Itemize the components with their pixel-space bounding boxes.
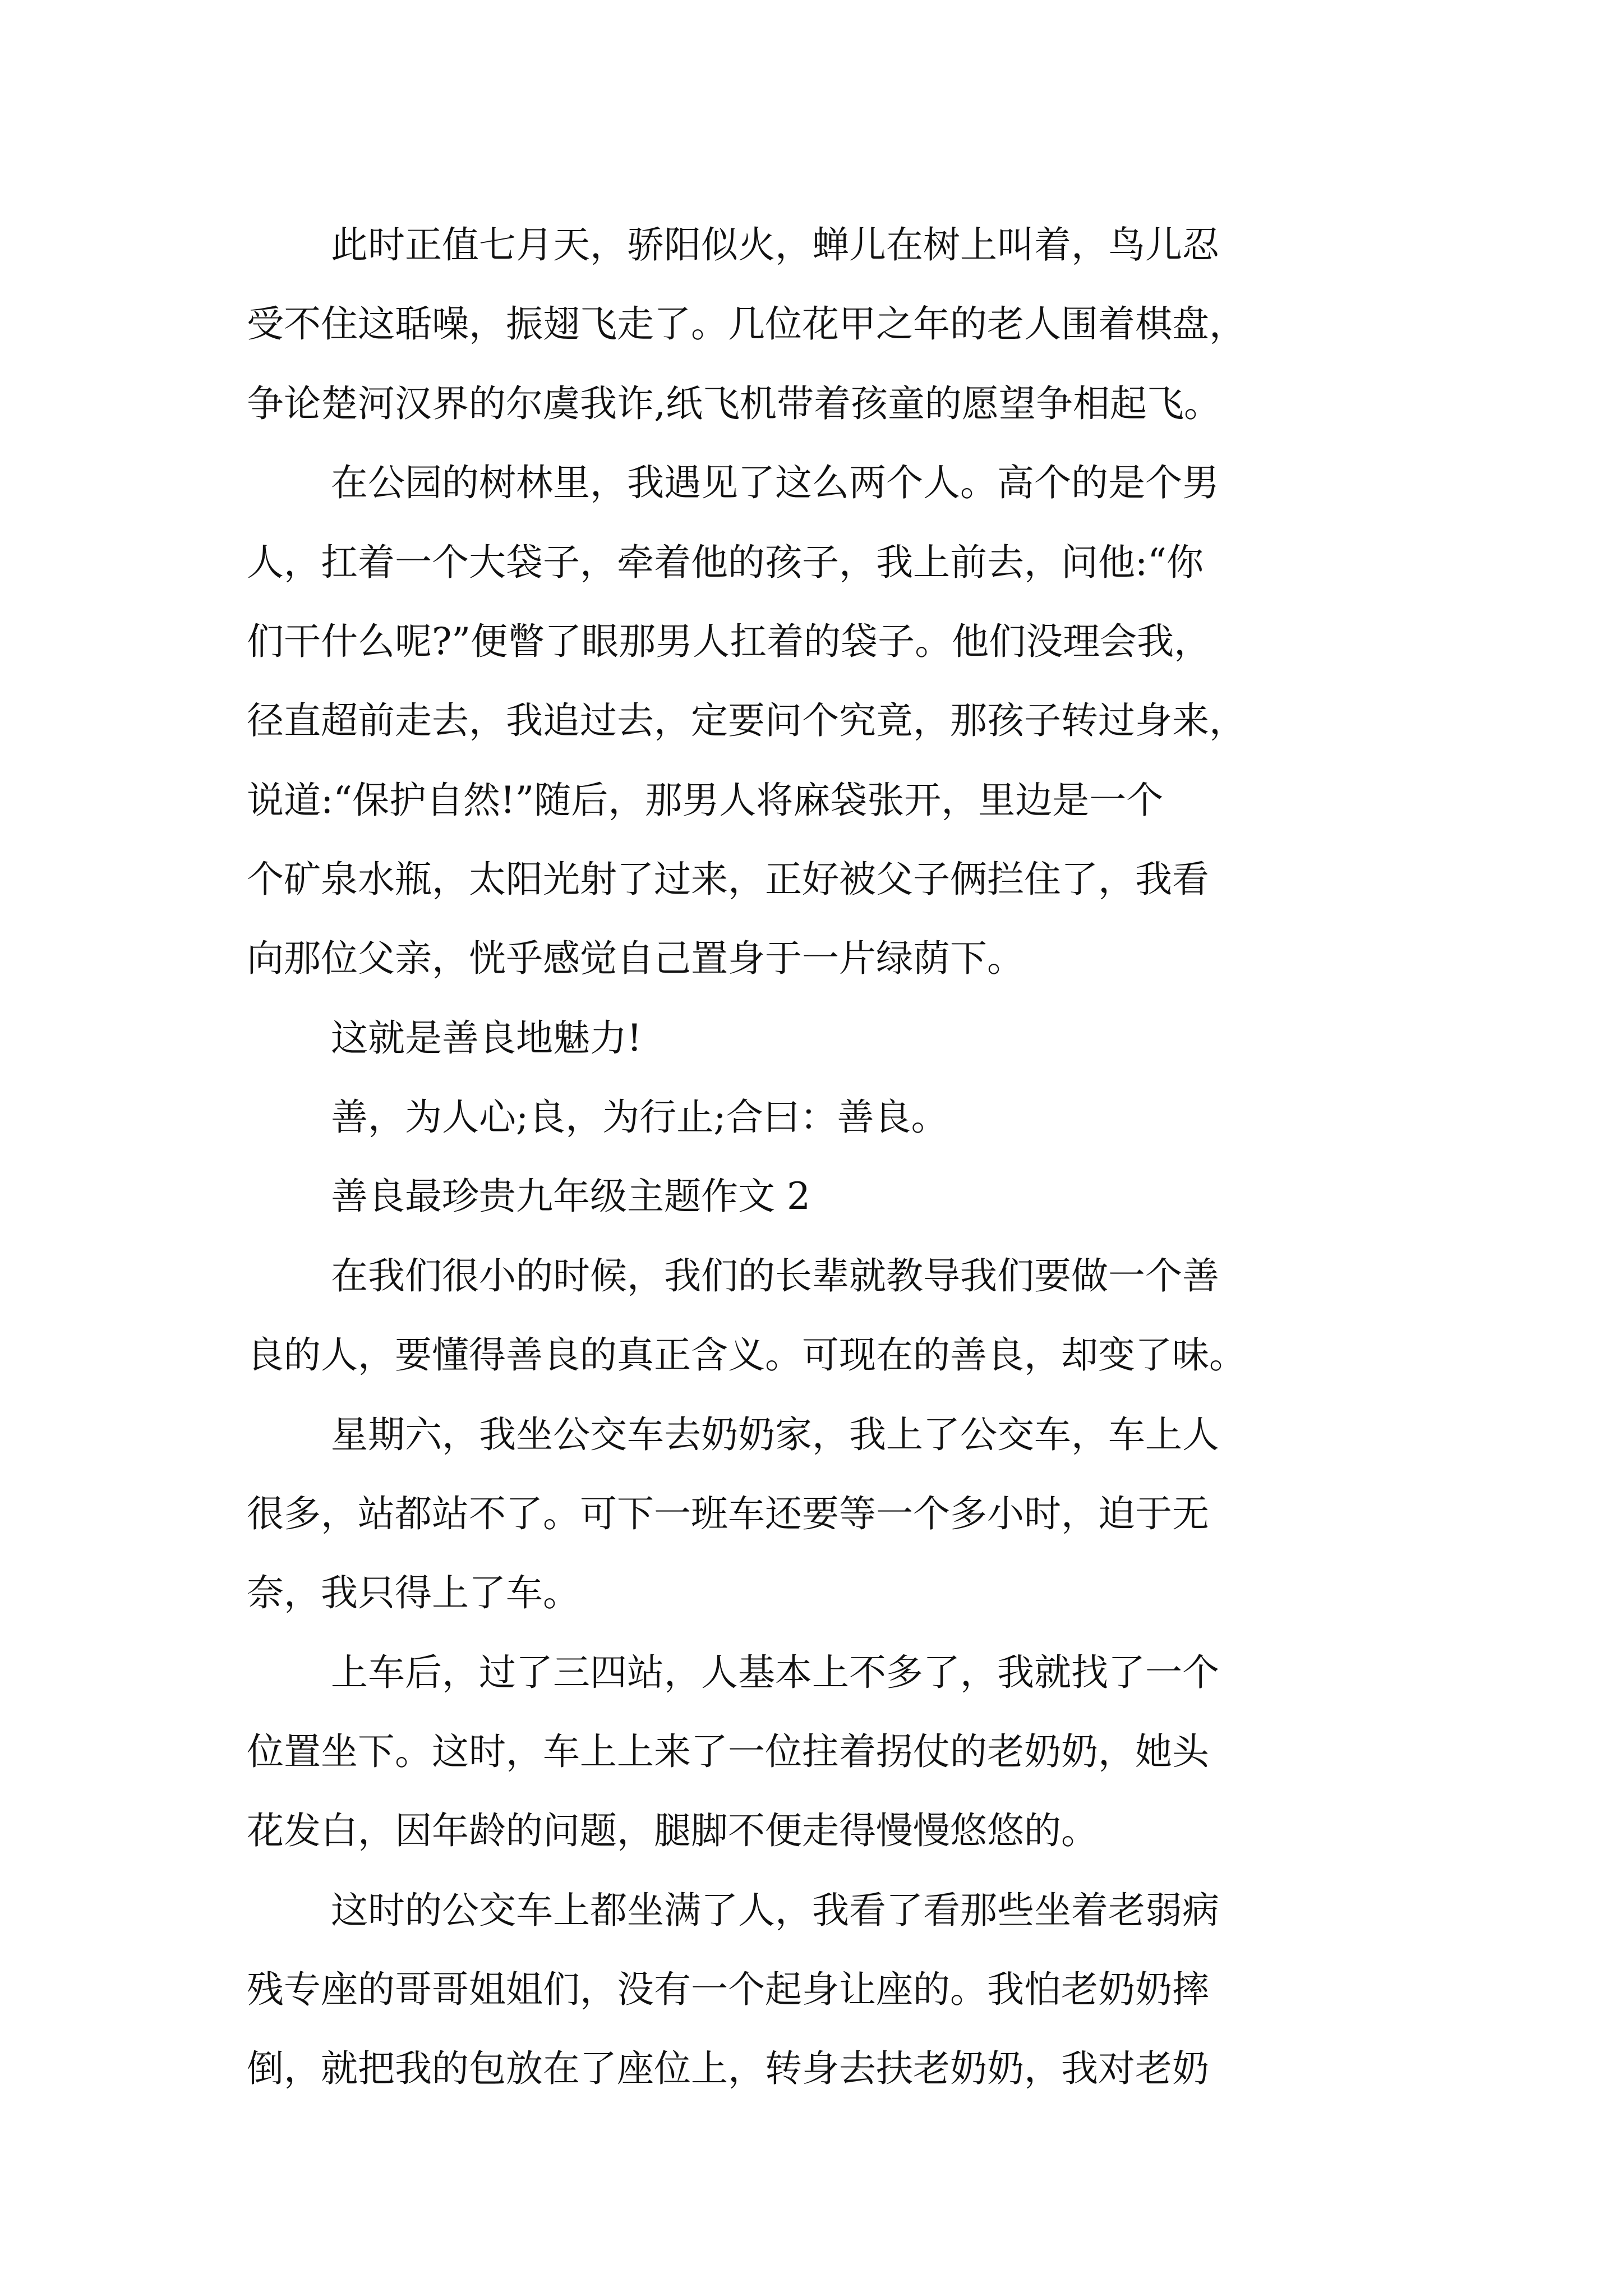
text-line: 径直超前走去，我追过去，定要问个究竟，那孩子转过身来， [247,699,1246,742]
text-line: 奈，我只得上了车。 [247,1571,580,1614]
text-line: 这时的公交车上都坐满了人，我看了看那些坐着老弱病 [331,1889,1219,1932]
text-line: 此时正值七月天，骄阳似火，蝉儿在树上叫着，鸟儿忍 [331,223,1219,266]
text-line: 善，为人心;良，为行止;合曰：善良。 [331,1096,948,1139]
text-line: 这就是善良地魅力! [331,1016,642,1060]
text-line: 人，扛着一个大袋子，牵着他的孩子，我上前去，问他:“你 [247,541,1204,584]
text-line: 残专座的哥哥姐姐们，没有一个起身让座的。我怕老奶奶摔 [247,1968,1209,2011]
text-line: 花发白，因年龄的问题，腿脚不便走得慢慢悠悠的。 [247,1809,1098,1852]
text-line: 在我们很小的时候，我们的长辈就教导我们要做一个善 [331,1254,1219,1297]
text-line: 在公园的树林里，我遇见了这么两个人。高个的是个男 [331,461,1219,504]
text-line: 个矿泉水瓶，太阳光射了过来，正好被父子俩拦住了，我看 [247,858,1209,901]
text-line: 倒，就把我的包放在了座位上，转身去扶老奶奶，我对老奶 [247,2047,1209,2090]
text-line: 争论楚河汉界的尔虞我诈,纸飞机带着孩童的愿望争相起飞。 [247,382,1221,425]
text-line: 很多，站都站不了。可下一班车还要等一个多小时，迫于无 [247,1492,1209,1535]
text-line: 受不住这聒噪，振翅飞走了。几位花甲之年的老人围着棋盘， [247,302,1246,346]
text-line: 向那位父亲，恍乎感觉自己置身于一片绿荫下。 [247,937,1024,980]
text-line: 们干什么呢?”便瞥了眼那男人扛着的袋子。他们没理会我， [247,620,1211,663]
text-line: 良的人，要懂得善良的真正含义。可现在的善良，却变了味。 [247,1333,1246,1377]
text-line: 星期六，我坐公交车去奶奶家，我上了公交车，车上人 [331,1413,1219,1456]
section-heading: 善良最珍贵九年级主题作文 2 [331,1175,810,1218]
text-line: 位置坐下。这时，车上上来了一位拄着拐仗的老奶奶，她头 [247,1730,1209,1773]
text-line: 上车后，过了三四站，人基本上不多了，我就找了一个 [331,1651,1219,1694]
text-line: 说道:“保护自然!”随后，那男人将麻袋张开，里边是一个 [247,779,1164,822]
